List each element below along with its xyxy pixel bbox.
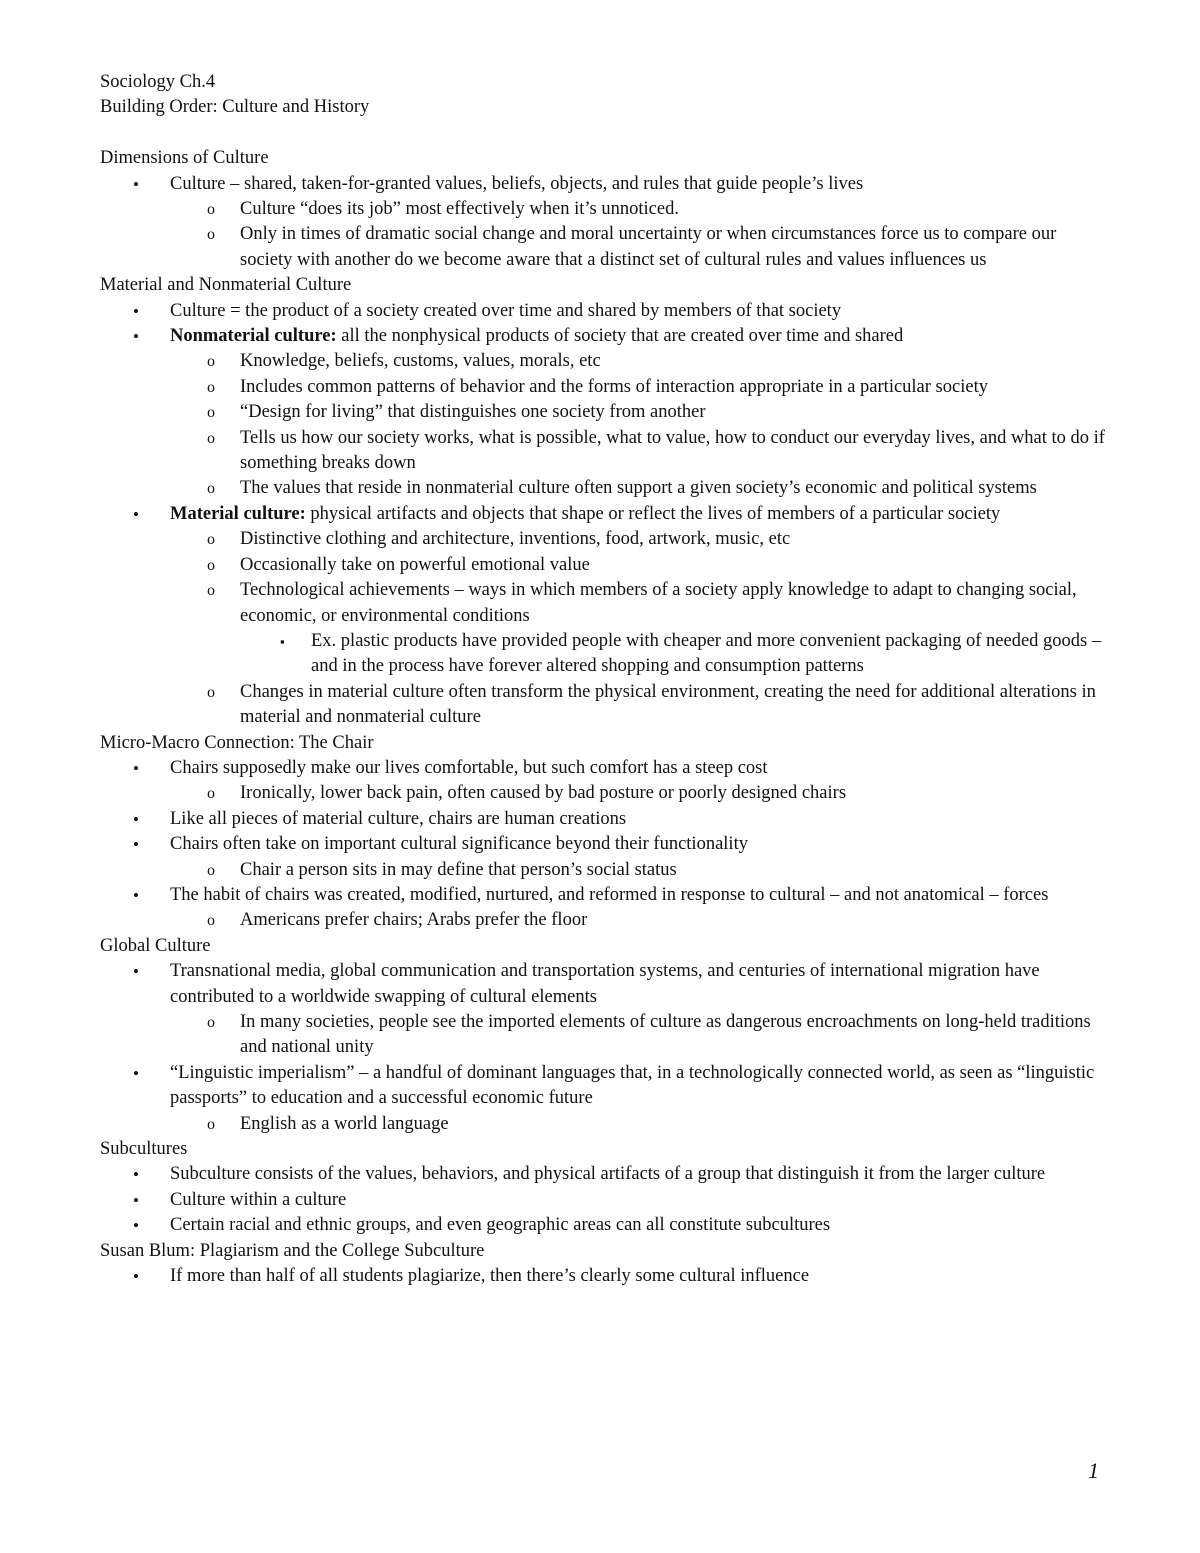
list-item-text: Culture within a culture [170,1189,347,1210]
bullet-list [100,756,1110,934]
sub-list-item-text: Knowledge, beliefs, customs, values, morals, etc [240,351,601,372]
bullet-marker: • [133,885,139,905]
sub-list-item-text: Culture “does its job” most effectively when it’s unnoticed. [240,199,679,220]
list-item-text: all the nonphysical products of society that are created over time and shared [336,326,904,347]
bullet-marker: • [133,809,139,829]
sub-list-item [170,197,1110,222]
list-item [100,1162,1110,1187]
bullet-marker: • [133,835,139,855]
list-item-text: “Linguistic imperialism” – a handful of dominant languages that, in a technologically connected world, as seen as “linguistic passports” to education and a successful economic future [170,1062,1095,1109]
sub-list-item-text: Americans prefer chairs; Arabs prefer the floor [240,910,588,931]
sub-list-item-text: Includes common patterns of behavior and the forms of interaction appropriate in a particular society [240,376,988,397]
list-item [100,959,1110,1061]
sub-list-item-text: Changes in material culture often transform the physical environment, creating the need for additional alterations in material and nonmaterial culture [240,681,1096,728]
sub-list-item [170,858,1110,883]
sub-list-item [170,222,1110,273]
bullet-list [100,172,1110,274]
sub-list-item [170,578,1110,680]
sub-list [170,197,1110,273]
section-heading-subcultures: Subcultures [100,1139,188,1160]
sub-bullet-marker: o [207,683,215,701]
sub-bullet-marker: o [207,785,215,803]
bullet-marker: • [133,1267,139,1287]
sub-bullet-marker: o [207,1115,215,1133]
sub-list-item-text: English as a world language [240,1113,449,1134]
sub-list-item-text: Chair a person sits in may define that person’s social status [240,859,677,880]
sub-sub-list [240,629,1110,680]
bullet-marker: • [133,758,139,778]
sub-list-item [170,1112,1110,1137]
sub-bullet-marker: o [207,556,215,574]
list-item-text: The habit of chairs was created, modified, nurtured, and reformed in response to cultural – and not anatomical – forces [170,884,1049,905]
sub-list-item [170,375,1110,400]
page-number: 1 [1088,1458,1099,1483]
sub-list-item [170,527,1110,552]
sub-list-item [170,781,1110,806]
sub-list [170,858,1110,883]
bullet-list [100,1264,1110,1289]
list-item-text: physical artifacts and objects that shape or reflect the lives of members of a particular society [305,503,1001,524]
sub-list-item-text: In many societies, people see the imported elements of culture as dangerous encroachments on long-held traditions and national unity [240,1012,1091,1058]
list-item-text: Chairs supposedly make our lives comfortable, but such comfort has a steep cost [170,757,768,778]
bullet-marker: • [133,1190,139,1210]
section-heading-chair: Micro-Macro Connection: The Chair [100,732,374,753]
sub-list-item-text: Only in times of dramatic social change and moral uncertainty or when circumstances force us to compare our society with another do we become aware that a distinct set of cultural rules and values influences us [240,224,1057,270]
sub-sub-list-item-text: Ex. plastic products have provided people with cheaper and more convenient packaging of needed goods – and in the process have forever altered shopping and consumption patterns [311,630,1102,677]
bullet-list [100,959,1110,1137]
list-item-text: Culture = the product of a society created over time and shared by members of that society [170,300,842,321]
list-item-text: Chairs often take on important cultural significance beyond their functionality [170,834,748,855]
sub-list [170,781,1110,806]
list-item [100,756,1110,807]
sub-bullet-marker: o [207,404,215,422]
bullet-marker: • [133,962,139,982]
sub-list-item-text: The values that reside in nonmaterial culture often support a given society’s economic and political systems [240,478,1037,499]
list-item-text: If more than half of all students plagiarize, then there’s clearly some cultural influence [170,1266,810,1287]
list-item-text: Like all pieces of material culture, chairs are human creations [170,808,627,829]
list-item-text: Certain racial and ethnic groups, and even geographic areas can all constitute subcultures [170,1215,831,1236]
square-bullet-marker: ▪ [280,633,285,649]
bullet-marker: • [133,1165,139,1185]
bullet-marker: • [133,1063,139,1083]
list-item [100,1188,1110,1213]
sub-sub-list-item [240,629,1110,680]
sub-list-item [170,908,1110,933]
term-material-culture: Material culture: [170,503,306,524]
list-item-text: Culture – shared, taken-for-granted values, beliefs, objects, and rules that guide people’s lives [170,173,864,194]
bullet-marker: • [133,327,139,347]
list-item [100,172,1110,274]
sub-list [170,349,1110,501]
sub-list [170,908,1110,933]
sub-list [170,1112,1110,1137]
document-page [100,70,1110,1289]
bullet-list [100,1162,1110,1238]
list-item-text: Transnational media, global communication and transportation systems, and centuries of international migration have contributed to a worldwide swapping of cultural elements [170,961,1040,1007]
sub-bullet-marker: o [207,201,215,219]
sub-list-item [170,476,1110,501]
sub-bullet-marker: o [207,378,215,396]
list-item [100,502,1110,731]
sub-list-item [170,680,1110,731]
list-item [100,1061,1110,1137]
bullet-marker: • [133,174,139,194]
list-item [100,1213,1110,1238]
section-heading-global: Global Culture [100,935,211,956]
sub-bullet-marker: o [207,912,215,930]
sub-bullet-marker: o [207,226,215,244]
sub-list-item-text: Distinctive clothing and architecture, inventions, food, artwork, music, etc [240,529,791,550]
sub-bullet-marker: o [207,531,215,549]
list-item [100,324,1110,502]
sub-bullet-marker: o [207,861,215,879]
list-item-text: Subculture consists of the values, behaviors, and physical artifacts of a group that distinguish it from the larger culture [170,1164,1046,1185]
list-item [100,832,1110,883]
document-title: Sociology Ch.4 [100,72,216,92]
sub-list-item-text: Ironically, lower back pain, often caused by bad posture or poorly designed chairs [240,783,847,804]
bullet-marker: • [133,504,139,524]
list-item [100,807,1110,832]
section-heading-material: Material and Nonmaterial Culture [100,275,352,296]
document-subtitle: Building Order: Culture and History [100,97,370,118]
bullet-marker: • [133,1216,139,1236]
list-item [100,299,1110,324]
bullet-marker: • [133,301,139,321]
sub-list-item [170,349,1110,374]
list-item [100,883,1110,934]
sub-list-item-text: Technological achievements – ways in which members of a society apply knowledge to adapt to changing social, economic, or environmental conditions [240,580,1077,626]
sub-bullet-marker: o [207,480,215,498]
section-heading-plagiarism: Susan Blum: Plagiarism and the College Subculture [100,1240,485,1261]
sub-bullet-marker: o [207,1014,215,1032]
sub-bullet-marker: o [207,429,215,447]
sub-list-item [170,553,1110,578]
sub-list [170,527,1110,730]
sub-list-item [170,1010,1110,1061]
sub-list-item [170,426,1110,477]
sub-list-item-text: Occasionally take on powerful emotional value [240,554,590,575]
sub-list-item-text: Tells us how our society works, what is possible, what to value, how to conduct our everyday lives, and what to do if something breaks down [240,427,1105,474]
term-nonmaterial-culture: Nonmaterial culture: [170,326,337,347]
sub-bullet-marker: o [207,353,215,371]
sub-list-item [170,400,1110,425]
blank-line [100,121,1110,146]
sub-list-item-text: “Design for living” that distinguishes one society from another [240,402,706,423]
sub-bullet-marker: o [207,582,215,600]
bullet-list [100,299,1110,731]
section-heading-dimensions: Dimensions of Culture [100,148,269,169]
list-item [100,1264,1110,1289]
sub-list [170,1010,1110,1061]
